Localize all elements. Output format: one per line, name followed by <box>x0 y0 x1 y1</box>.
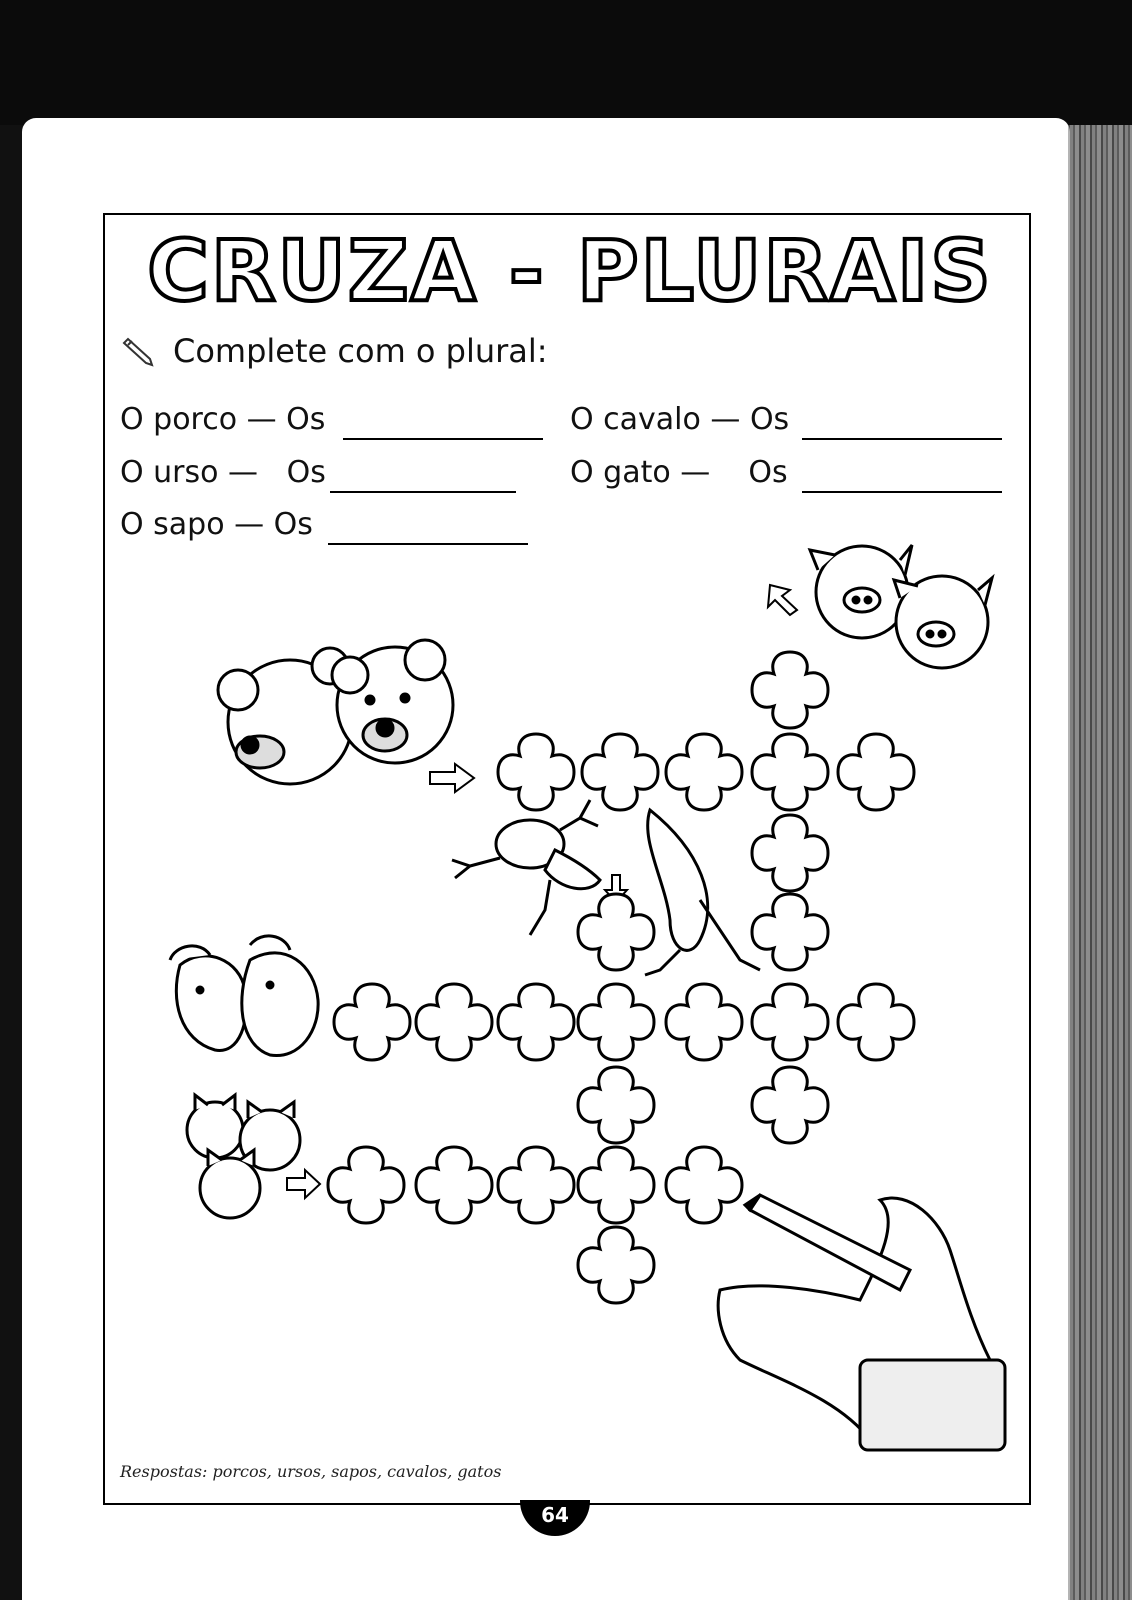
prompt-article: Os <box>286 402 326 437</box>
crossword-cell[interactable] <box>752 984 828 1060</box>
prompt-singular: O porco — <box>120 402 277 437</box>
crossword-cell[interactable] <box>838 984 914 1060</box>
crossword-cell[interactable] <box>752 815 828 891</box>
prompt-article: Os <box>286 455 326 490</box>
crossword-cell[interactable] <box>578 1227 654 1303</box>
hand-holding-pencil-icon <box>718 1195 1005 1450</box>
crossword-cell[interactable] <box>752 734 828 810</box>
crossword-cell[interactable] <box>578 1067 654 1143</box>
arrow-icon <box>287 1170 320 1198</box>
prompt-singular: O urso — <box>120 455 259 490</box>
answers-footnote: Respostas: porcos, ursos, sapos, cavalos, gatos <box>120 1462 502 1481</box>
prompt-article: Os <box>273 507 313 542</box>
crossword-cell[interactable] <box>582 734 658 810</box>
arrow-icon <box>430 764 474 792</box>
prompt-article: Os <box>748 455 788 490</box>
crossword-cell[interactable] <box>752 652 828 728</box>
prompt-singular: O gato — <box>570 455 711 490</box>
arrow-icon <box>768 585 797 615</box>
prompt-singular: O cavalo — <box>570 402 741 437</box>
prompt-singular: O sapo — <box>120 507 265 542</box>
bear-faces-icon <box>218 640 453 784</box>
crossword-cell[interactable] <box>666 1147 742 1223</box>
page-title-text: CRUZA - PLURAIS <box>147 222 993 320</box>
crossword-cell[interactable] <box>498 984 574 1060</box>
crossword-cell[interactable] <box>578 984 654 1060</box>
crossword-cell[interactable] <box>838 734 914 810</box>
crossword-cell[interactable] <box>752 1067 828 1143</box>
pig-faces-icon <box>810 545 992 668</box>
crossword-cell[interactable] <box>578 894 654 970</box>
cat-faces-icon <box>187 1095 300 1218</box>
crossword-cell[interactable] <box>498 734 574 810</box>
crossword-cell[interactable] <box>498 1147 574 1223</box>
crossword-cell[interactable] <box>416 984 492 1060</box>
crossword-cell[interactable] <box>328 1147 404 1223</box>
horse-faces-icon <box>170 936 318 1056</box>
crossword-cell[interactable] <box>752 894 828 970</box>
crossword-cell[interactable] <box>666 734 742 810</box>
prompt-article: Os <box>749 402 790 437</box>
crossword-cell[interactable] <box>578 1147 654 1223</box>
instruction-text: Complete com o plural: <box>173 332 548 370</box>
crossword-cell[interactable] <box>416 1147 492 1223</box>
crossword-cell[interactable] <box>334 984 410 1060</box>
crossword-cell[interactable] <box>666 984 742 1060</box>
page-number: 64 <box>541 1503 569 1527</box>
